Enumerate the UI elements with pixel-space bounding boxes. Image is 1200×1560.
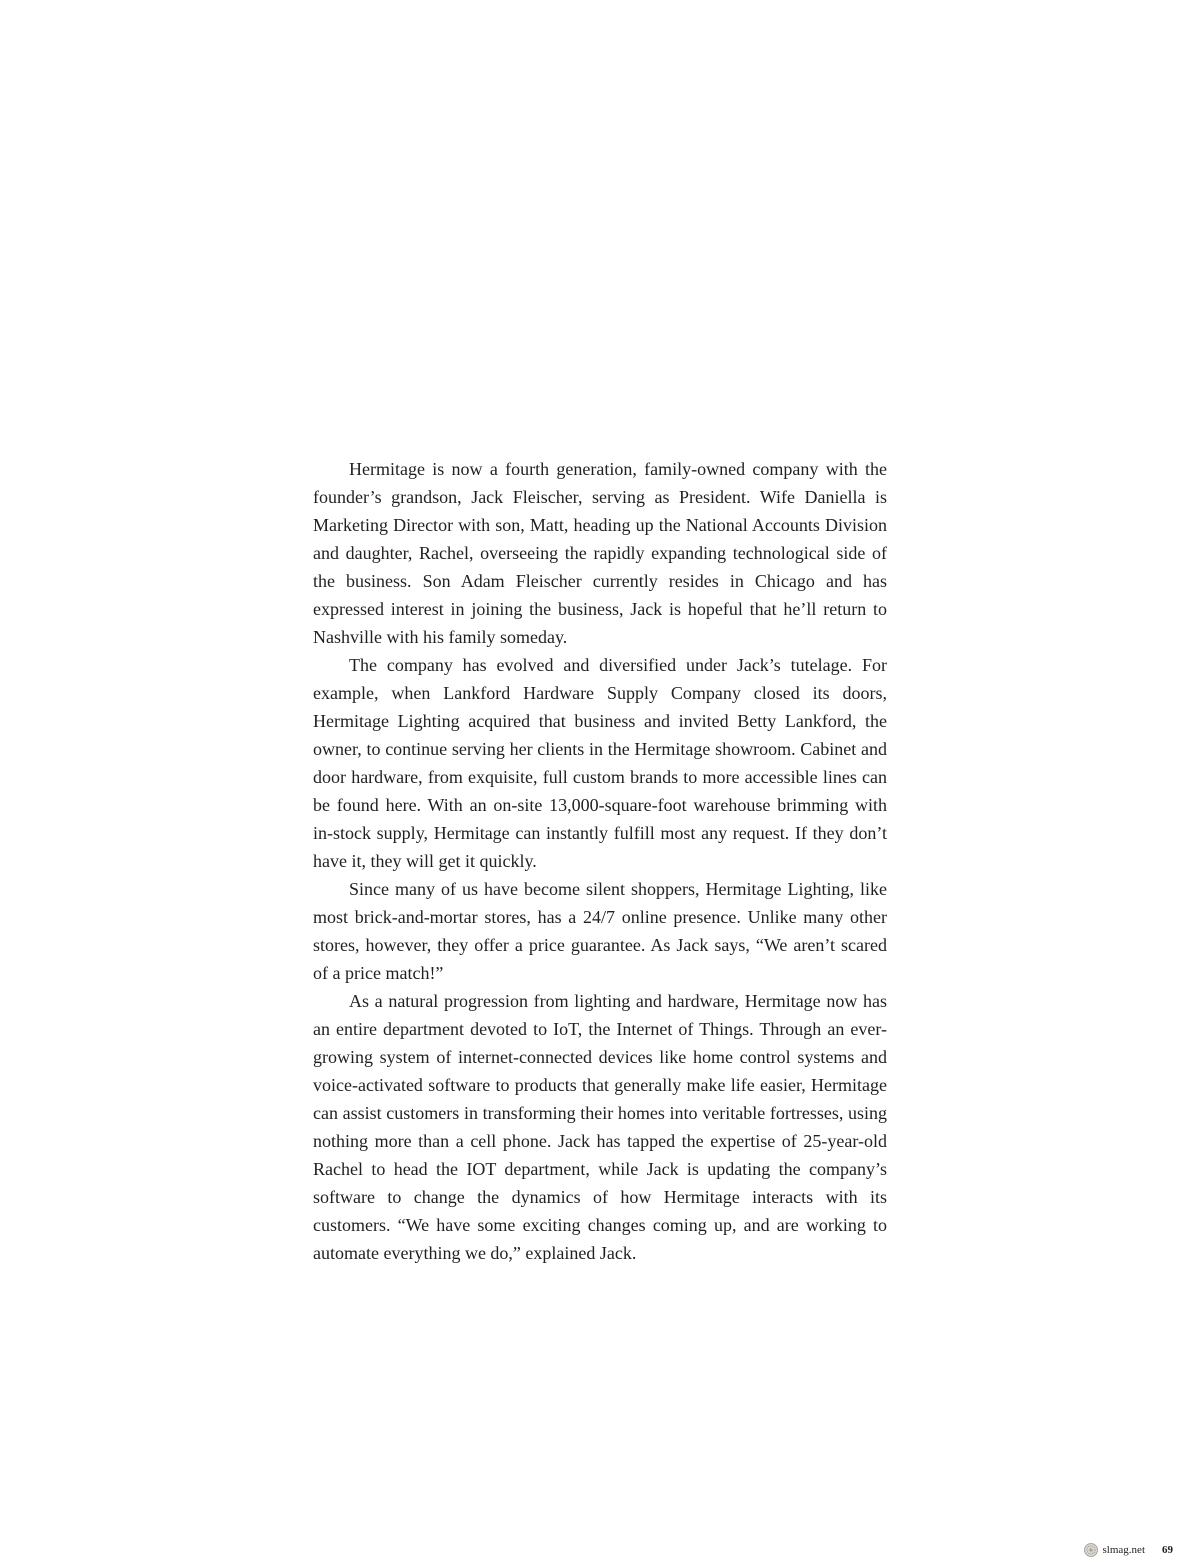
article-body	[313, 455, 887, 1267]
page-footer	[1084, 1540, 1173, 1560]
magazine-logo-icon	[1084, 1543, 1098, 1557]
article-paragraph: Since many of us have become silent shoppers, Hermitage Lighting, like most brick-and-mortar stores, has a 24/7 online presence. Unlike many other stores, however, they offer a price guarantee. As Jack says, “We aren’t scared of a price match!”	[313, 879, 887, 983]
site-url: slmag.net	[1102, 1544, 1145, 1556]
article-paragraph: The company has evolved and diversified under Jack’s tutelage. For example, when Lankford Hardware Supply Company closed its doors, Hermitage Lighting acquired that business and invited Betty Lankford, the owner, to continue serving her clients in the Hermitage showroom. Cabinet and door hardware, from exquisite, full custom brands to more accessible lines can be found here. With an on-site 13,000-square-foot warehouse brimming with in-stock supply, Hermitage can instantly fulfill most any request. If they don’t have it, they will get it quickly.	[313, 655, 887, 871]
page-number: 69	[1162, 1544, 1173, 1556]
article-paragraph: As a natural progression from lighting and hardware, Hermitage now has an entire department devoted to IoT, the Internet of Things. Through an ever-growing system of internet-connected devices like home control systems and voice-activated software to products that generally make life easier, Hermitage can assist customers in transforming their homes into veritable fortresses, using nothing more than a cell phone. Jack has tapped the expertise of 25-year-old Rachel to head the IOT department, while Jack is updating the company’s software to change the dynamics of how Hermitage interacts with its customers. “We have some exciting changes coming up, and are working to automate everything we do,” explained Jack.	[313, 991, 887, 1263]
article-paragraph: Hermitage is now a fourth generation, family-owned company with the founder’s grandson, Jack Fleischer, serving as President. Wife Daniella is Marketing Director with son, Matt, heading up the National Accounts Division and daughter, Rachel, overseeing the rapidly expanding technological side of the business. Son Adam Fleischer currently resides in Chicago and has expressed interest in joining the business, Jack is hopeful that he’ll return to Nashville with his family someday.	[313, 459, 887, 647]
